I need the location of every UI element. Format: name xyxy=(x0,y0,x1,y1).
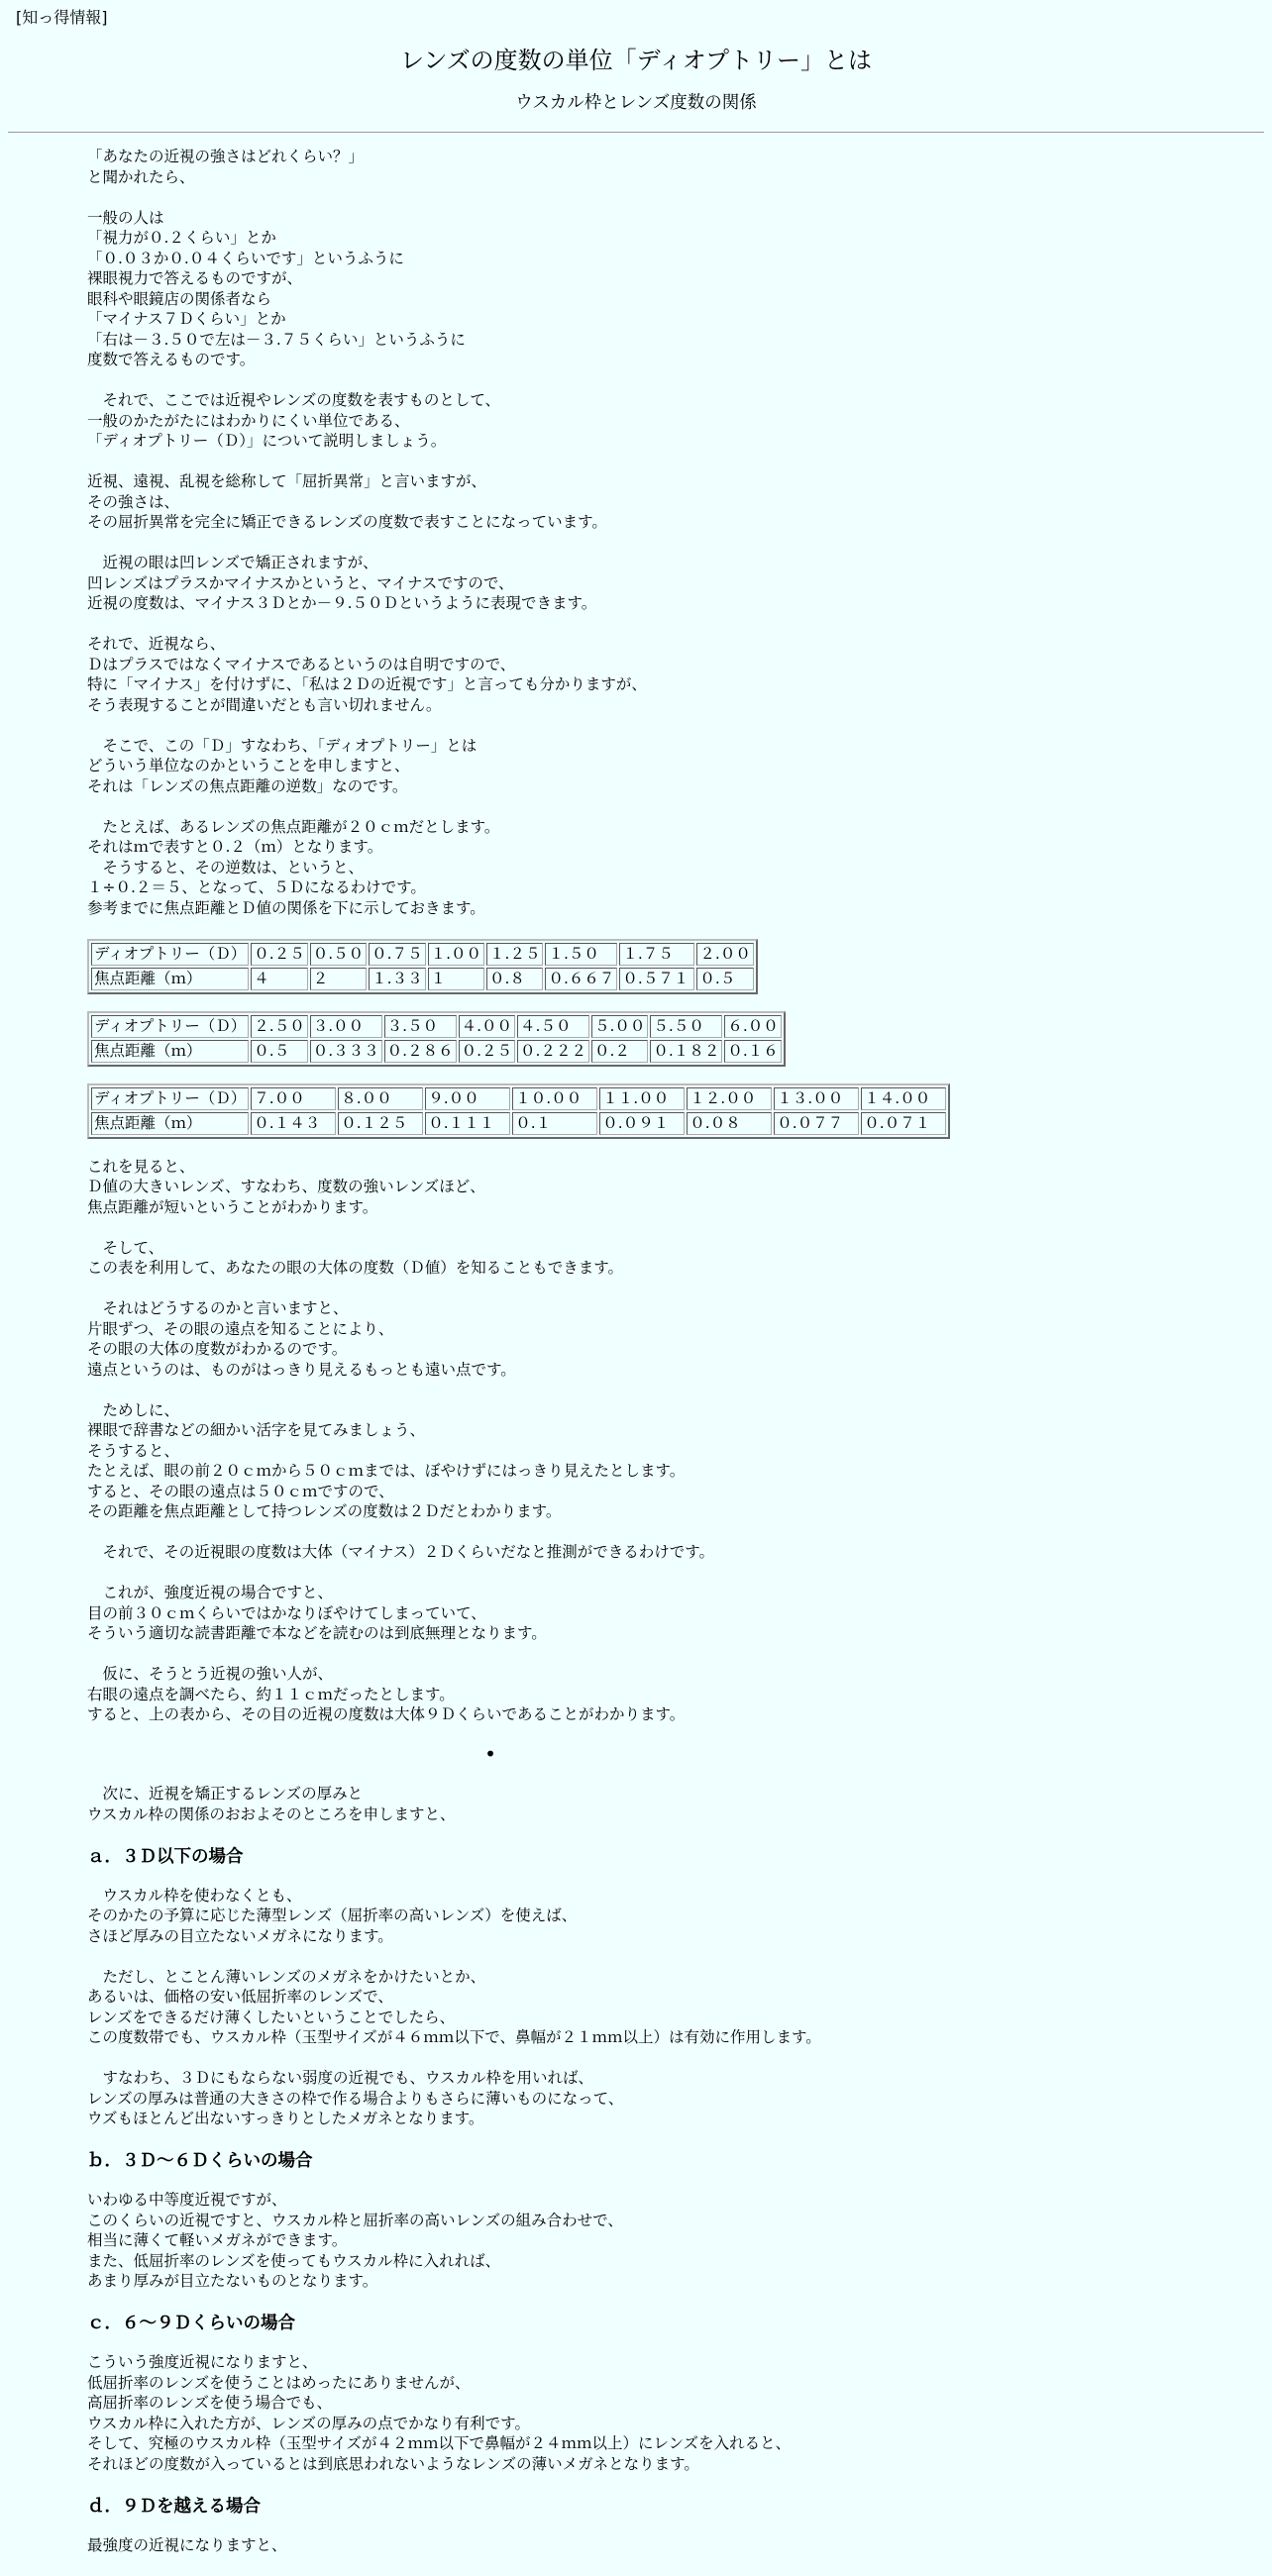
table-cell: ４ xyxy=(251,968,307,990)
row-label: 焦点距離（ｍ） xyxy=(91,1040,249,1063)
header-divider xyxy=(8,132,1264,134)
diopter-focal-tables xyxy=(87,939,1226,1139)
paragraph: たとえば、あるレンズの焦点距離が２０ｃｍだとします。 それはｍで表すと０.２（ｍ）となります。 そうすると、その逆数は、というと、 １÷０.２＝５、となって、５Ｄになるわけです。 参考までに焦点距離とＤ値の関係を下に示しておきます。 xyxy=(87,817,500,917)
table-cell: ０.２２２ xyxy=(517,1040,589,1063)
table-cell: １０.００ xyxy=(512,1087,597,1110)
table-cell: ２.５０ xyxy=(251,1015,307,1038)
table-cell: ０.１ xyxy=(512,1112,597,1135)
table-cell: １.００ xyxy=(428,943,484,966)
table-cell: ０.２５ xyxy=(251,943,307,966)
page-subtitle: ウスカル枠とレンズ度数の関係 xyxy=(515,93,757,113)
table-cell: ０.１４３ xyxy=(251,1112,336,1135)
table-cell: １ xyxy=(428,968,484,990)
table-cell: １１.００ xyxy=(599,1087,685,1110)
page-title: レンズの度数の単位「ディオプトリー」とは xyxy=(399,47,873,74)
explanation-section xyxy=(87,1157,1226,1725)
section-heading: ｂ．３Ｄ～６Ｄくらいの場合 xyxy=(87,2151,313,2171)
row-label: ディオプトリー（Ｄ） xyxy=(91,1015,249,1038)
table-cell: ０.０７１ xyxy=(861,1112,946,1135)
table-cell: ４.５０ xyxy=(517,1015,589,1038)
table-cell: １.３３ xyxy=(369,968,425,990)
focal-length-row xyxy=(91,1112,946,1135)
paragraph: 仮に、そうとう近視の強い人が、 右眼の遠点を調べたら、約１１ｃｍだったとします。 すると、上の表から、その目の近視の度数は大体９Ｄくらいであることがわかります。 xyxy=(87,1665,686,1723)
diopter-row xyxy=(91,1015,782,1038)
table-cell: ０.８ xyxy=(486,968,543,990)
paragraph: そこで、この「Ｄ」すなわち、「ディオプトリー」とは どういう単位なのかということを申しますと、 それは「レンズの焦点距離の逆数」なのです。 xyxy=(87,736,477,795)
table-cell: ０.０９１ xyxy=(599,1112,685,1135)
diopter-row xyxy=(91,943,754,966)
diopter-table xyxy=(87,1083,950,1139)
row-label: 焦点距離（ｍ） xyxy=(91,968,249,990)
table-cell: ０.１１１ xyxy=(425,1112,510,1135)
table-cell: １.５０ xyxy=(545,943,617,966)
row-label: ディオプトリー（Ｄ） xyxy=(91,943,249,966)
table-cell: ０.７５ xyxy=(369,943,425,966)
paragraph: ウスカル枠を使わなくとも、 そのかたの予算に応じた薄型レンズ（屈折率の高いレンズ）を使えば、 さほど厚みの目立たないメガネになります。 xyxy=(87,1886,578,1945)
focal-length-row xyxy=(91,968,754,990)
diopter-row xyxy=(91,1087,946,1110)
table-cell: ０.６６７ xyxy=(545,968,617,990)
table-cell: １３.００ xyxy=(774,1087,859,1110)
lead-paragraph: 次に、近視を矯正するレンズの厚みと ウスカル枠の関係のおおよそのところを申しますと、 xyxy=(87,1785,456,1823)
paragraph: それで、その近視眼の度数は大体（マイナス）２Ｄくらいだなと推測ができるわけです。 xyxy=(87,1543,715,1561)
paragraph: ただし、とことん薄いレンズのメガネをかけたいとか、 あるいは、価格の安い低屈折率のレンズで、 レンズをできるだけ薄くしたいということでしたら、 この度数帯でも、ウスカル枠（玉型サイズが４６ｍｍ以下で、鼻幅が２１ｍｍ以上）は有効に作用します。 xyxy=(87,1967,821,2046)
table-cell: ８.００ xyxy=(338,1087,423,1110)
paragraph: これが、強度近視の場合ですと、 目の前３０ｃｍくらいではかなりぼやけてしまっていて、 そういう適切な読書距離で本などを読むのは到底無理となります。 xyxy=(87,1584,547,1642)
table-cell: ０.０８ xyxy=(687,1112,772,1135)
paragraph: 一般の人は 「視力が０.２くらい」とか 「０.０３か０.０４くらいです」というふうに 裸眼視力で答えるものですが、 眼科や眼鏡店の関係者なら 「マイナス７Ｄくらい」とか 「右は－３.５０で左は－３.７５くらい」というふうに 度数で答えるものです。 xyxy=(87,208,466,368)
table-cell: ０.５ xyxy=(251,1040,307,1063)
table-cell: ０.３３３ xyxy=(310,1040,382,1063)
article-body xyxy=(87,147,1226,2576)
table-cell: ３.００ xyxy=(310,1015,382,1038)
table-cell: ２ xyxy=(310,968,367,990)
table-cell: １.２５ xyxy=(486,943,543,966)
paragraph: 近視、遠視、乱視を総称して「屈折異常」と言いますが、 その強さは、 その屈折異常を完全に矯正できるレンズの度数で表すことになっています。 xyxy=(87,472,607,531)
separator-bullet: • xyxy=(484,1742,496,1766)
table-cell: ５.５０ xyxy=(650,1015,722,1038)
table-cell: ６.００ xyxy=(724,1015,782,1038)
table-cell: ０.１８２ xyxy=(650,1040,722,1063)
diopter-table xyxy=(87,939,758,994)
table-cell: ０.０７７ xyxy=(774,1112,859,1135)
table-cell: １４.００ xyxy=(861,1087,946,1110)
table-cell: ０.２５ xyxy=(459,1040,515,1063)
diopter-table xyxy=(87,1011,786,1067)
table-cell: ０.１２５ xyxy=(338,1112,423,1135)
intro-section xyxy=(87,147,1226,918)
table-cell: ０.５７１ xyxy=(619,968,694,990)
table-cell: ９.００ xyxy=(425,1087,510,1110)
paragraph: すなわち、３Ｄにもならない弱度の近視でも、ウスカル枠を用いれば、 レンズの厚みは普通の大きさの枠で作る場合よりもさらに薄いものになって、 ウズもほとんど出ないすっきりとしたメガネとなります。 xyxy=(87,2069,624,2127)
section-heading: ｄ．９Ｄを越える場合 xyxy=(87,2496,261,2517)
table-cell: ０.１６ xyxy=(724,1040,782,1063)
focal-length-row xyxy=(91,1040,782,1063)
paragraph: これを見ると、 Ｄ値の大きいレンズ、すなわち、度数の強いレンズほど、 焦点距離が短いということがわかります。 xyxy=(87,1157,485,1216)
table-cell: ０.２８６ xyxy=(384,1040,457,1063)
table-cell: ２.００ xyxy=(696,943,754,966)
paragraph: それで、近視なら、 Ｄはプラスではなくマイナスであるというのは自明ですので、 特に「マイナス」を付けずに、「私は２Ｄの近視です」と言っても分かりますが、 そう表現することが間違いだとも言い切れません。 xyxy=(87,635,647,714)
table-cell: ５.００ xyxy=(591,1015,648,1038)
table-cell: １２.００ xyxy=(687,1087,772,1110)
table-cell: ０.５０ xyxy=(310,943,367,966)
paragraph: こういう強度近視になりますと、 低屈折率のレンズを使うことはめったにありませんが、 高屈折率のレンズを使う場合でも、 ウスカル枠に入れた方が、レンズの厚みの点でかなり有利です。 そして、究極のウスカル枠（玉型サイズが４２ｍｍ以下で鼻幅が２４ｍｍ以上）にレンズを入れると、 それほどの度数が入っているとは到底思われないようなレンズの薄いメガネとなります。 xyxy=(87,2353,792,2473)
table-cell: ３.５０ xyxy=(384,1015,457,1038)
paragraph: 最強度の近視になりますと、 xyxy=(87,2535,287,2554)
paragraph: いわゆる中等度近視ですが、 このくらいの近視ですと、ウスカル枠と屈折率の高いレンズの組み合わせで、 相当に薄くて軽いメガネができます。 また、低屈折率のレンズを使ってもウスカル枠に入れれば、 あまり厚みが目立たないものとなります。 xyxy=(87,2191,623,2290)
category-label: [知っ得情報] xyxy=(16,8,108,27)
paragraph: ためしに、 裸眼で辞書などの細かい活字を見てみましょう、 そうすると、 たとえば、眼の前２０ｃｍから５０ｃｍまでは、ぼやけずにはっきり見えたとします。 すると、その眼の遠点は５０ｃｍですので、 その距離を焦点距離として持つレンズの度数は２Ｄだとわかります。 xyxy=(87,1400,686,1520)
table-cell: １.７５ xyxy=(619,943,694,966)
paragraph: 近視の眼は凹レンズで矯正されますが、 凹レンズはプラスかマイナスかというと、マイナスですので、 近視の度数は、マイナス３Ｄとか－９.５０Ｄというように表現できます。 xyxy=(87,554,597,612)
row-label: ディオプトリー（Ｄ） xyxy=(91,1087,249,1110)
table-cell: ０.５ xyxy=(696,968,754,990)
table-cell: ０.２ xyxy=(591,1040,648,1063)
paragraph: 「あなたの近視の強さはどれくらい？」 と聞かれたら、 xyxy=(87,148,365,186)
section-heading: ａ．３Ｄ以下の場合 xyxy=(87,1846,244,1867)
paragraph: そして、 この表を利用して、あなたの眼の大体の度数（Ｄ値）を知ることもできます。 xyxy=(87,1238,623,1277)
table-cell: ７.００ xyxy=(251,1087,336,1110)
thickness-sections xyxy=(87,1845,1226,2556)
section-heading: ｃ．６～９Ｄくらいの場合 xyxy=(87,2314,295,2333)
paragraph: それで、ここでは近視やレンズの度数を表すものとして、 一般のかたがたにはわかりにくい単位である、 「ディオプトリー（Ｄ）」について説明しましょう。 xyxy=(87,391,501,450)
row-label: 焦点距離（ｍ） xyxy=(91,1112,249,1135)
paragraph: それはどうするのかと言いますと、 片眼ずつ、その眼の遠点を知ることにより、 その眼の大体の度数がわかるのです。 遠点というのは、ものがはっきり見えるもっとも遠い点です。 xyxy=(87,1299,516,1379)
table-cell: ４.００ xyxy=(459,1015,515,1038)
